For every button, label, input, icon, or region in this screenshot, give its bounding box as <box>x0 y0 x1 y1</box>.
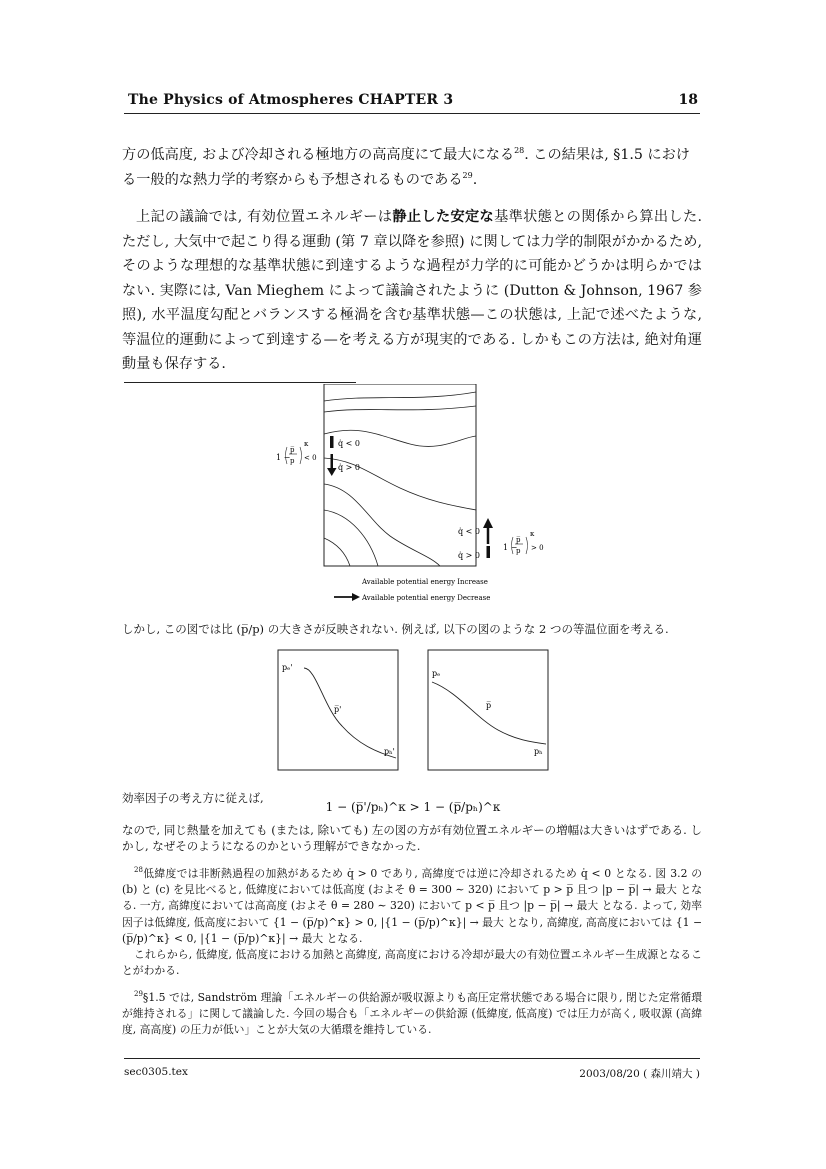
left-p: p <box>290 457 295 465</box>
footer-rule <box>124 1058 700 1059</box>
left-kappa: κ <box>304 440 309 448</box>
legend-increase: Available potential energy Increase <box>362 578 488 586</box>
header-rule <box>124 113 700 114</box>
running-title: The Physics of Atmospheres CHAPTER 3 <box>128 92 454 108</box>
figure-two-isentropes <box>276 648 696 774</box>
inequality-formula: 1 − (p̅'/pₕ)^κ > 1 − (p̅/pₕ)^κ <box>325 800 501 814</box>
q-gt-label-top: q̇ > 0 <box>338 463 360 472</box>
footnote-29-number: 29 <box>134 990 143 998</box>
para1-text-a: 方の低高度, および冷却される極地方の高高度にて最大になる <box>122 147 515 163</box>
footnote-28 <box>122 866 702 979</box>
footnote-ref-29[interactable]: 29 <box>462 170 473 180</box>
para2-text-a: 上記の議論では, 有効位置エネルギーは <box>136 209 393 225</box>
page-header <box>124 92 700 112</box>
footnote-separator <box>124 382 356 383</box>
paragraph-conclusion: なので, 同じ熱量を加えても (または, 除いても) 左の図の方が有効位置エネルギーの増幅は大きいはずである. しかし, なぜそのようになるのかという理解ができなかった. <box>122 823 702 853</box>
right-efficiency-one: 1 − <box>503 543 518 552</box>
footnote-ref-28[interactable]: 28 <box>514 146 525 155</box>
panel-right-curve <box>432 682 546 744</box>
footnote-28-text: 低緯度では非断熱過程の加熱があるため q̇ > 0 であり, 高緯度では逆に冷却されるため q̇ < 0 となる. 図 3.2 の (b) と (c) を見比べると, 低緯度においては低高度 (およそ θ = 300 ∼ 320) において p > p̅ 且つ |p − p̅| → 最大 となる. 一方, 高緯度においては高高度 (およそ θ = 280 ∼ 320) において p < p̅ 且つ |p − p̅| → 最大 となる. よって, 効率因子は低緯度, 低高度において {1 − (p̅/p)^κ} > 0, |{1 − (p̅/p)^κ}| → 最大 となり, 高緯度, 高高度においては {1 − (p̅/p)^κ} < 0, |{1 − (p̅/p)^κ}| → 最大 となる. <box>122 867 702 945</box>
paragraph-continuation <box>122 143 702 192</box>
isentrope-7 <box>324 538 350 566</box>
footer-date-author: 2003/08/20 ( 森川靖大 ) <box>579 1068 700 1080</box>
para2-bold: 静止した安定な <box>392 209 495 225</box>
isentrope-1 <box>324 392 476 401</box>
arrow-up-top <box>330 436 334 448</box>
legend-arrow-head <box>352 593 360 601</box>
q-lt-label-bottom: q̇ < 0 <box>458 527 480 536</box>
q-lt-label-top: q̇ < 0 <box>338 439 360 448</box>
page-number: 18 <box>678 92 698 108</box>
isentrope-6 <box>324 510 378 566</box>
q-gt-label-bottom: q̇ > 0 <box>458 551 480 560</box>
left-sign: < 0 <box>304 454 317 462</box>
panel-right-top-label: pₑ <box>432 669 441 678</box>
footnote-29 <box>122 990 702 1039</box>
legend-decrease: Available potential energy Decrease <box>362 594 491 602</box>
footnote-29-text: §1.5 では, Sandström 理論「エネルギーの供給源が吸収源よりも高圧定常状態である場合に限り, 閉じた定常循環が維持される」に関して議論した. 今回の場合も「エネルギーの供給源 (低緯度, 低高度) では圧力が高く, 吸収源 (高緯度, 高高度) の圧力が低い」ことが大気の大循環を維持している. <box>122 991 702 1037</box>
para1-text-b: . この結果は, §1.5 におけ <box>524 147 690 163</box>
right-sign: > 0 <box>531 544 544 552</box>
panel-left-top-label: pₑ' <box>282 663 293 672</box>
footnote-28-text-2: これらから, 低緯度, 低高度における加熱と高緯度, 高高度における冷却が最大の有効位置エネルギー生成源となることがわかる. <box>122 948 702 978</box>
panel-left-mid-label: p̅' <box>334 705 342 714</box>
figure1-frame <box>324 384 476 566</box>
figure-isentrope-schematic <box>260 384 580 608</box>
paragraph-efficiency-intro: 効率因子の考え方に従えば, <box>122 791 264 805</box>
para2-text-b: 基準状態との関係から算出した. ただし, 大気中で起こり得る運動 (第 7 章以降を参照) に関しては力学的制限がかかるため, そのような理想的な基準状態に到達するような過程が力学的に可能かどうかは明らかではない. 実際には, Van Mieghem によって議論されたように (Dutton & Johnson, 1967 参照), 水平温度勾配とバランスする極渦を含む基準状態—この状態は, 上記で述べたような, 等温位的運動によって到達する—を考える方が現実的である. しかもこの方法は, 絶対角運動量も保存する. <box>122 209 702 372</box>
footnote-28-number: 28 <box>134 866 143 874</box>
isentrope-5 <box>324 484 440 566</box>
arrow-down-bottom <box>487 546 491 558</box>
right-kappa: κ <box>530 530 535 538</box>
panel-left-bottom-label: pₕ' <box>384 747 395 756</box>
source-file: sec0305.tex <box>124 1066 188 1078</box>
panel-right-bottom-label: pₕ <box>534 747 543 756</box>
right-pbar: p̅ <box>516 536 521 544</box>
para1-text-c: る一般的な熱力学的考察からも予想されるものである <box>122 171 463 188</box>
para1-text-d: . <box>472 171 478 188</box>
panel-left-curve <box>304 668 396 758</box>
paragraph-ratio-note: しかし, この図では比 (p̅/p) の大きさが反映されない. 例えば, 以下の図のような 2 つの等温位面を考える. <box>122 622 669 636</box>
left-efficiency-one: 1 − <box>276 453 291 462</box>
panel-right-frame <box>428 650 548 770</box>
right-p: p <box>516 547 521 555</box>
arrow-up-head <box>483 518 493 528</box>
arrow-down-head <box>327 468 337 476</box>
paragraph-reference-state <box>122 205 702 377</box>
panel-right-mid-label: p̅ <box>486 701 492 710</box>
isentrope-2 <box>324 406 476 412</box>
left-pbar: p̅ <box>290 446 295 454</box>
